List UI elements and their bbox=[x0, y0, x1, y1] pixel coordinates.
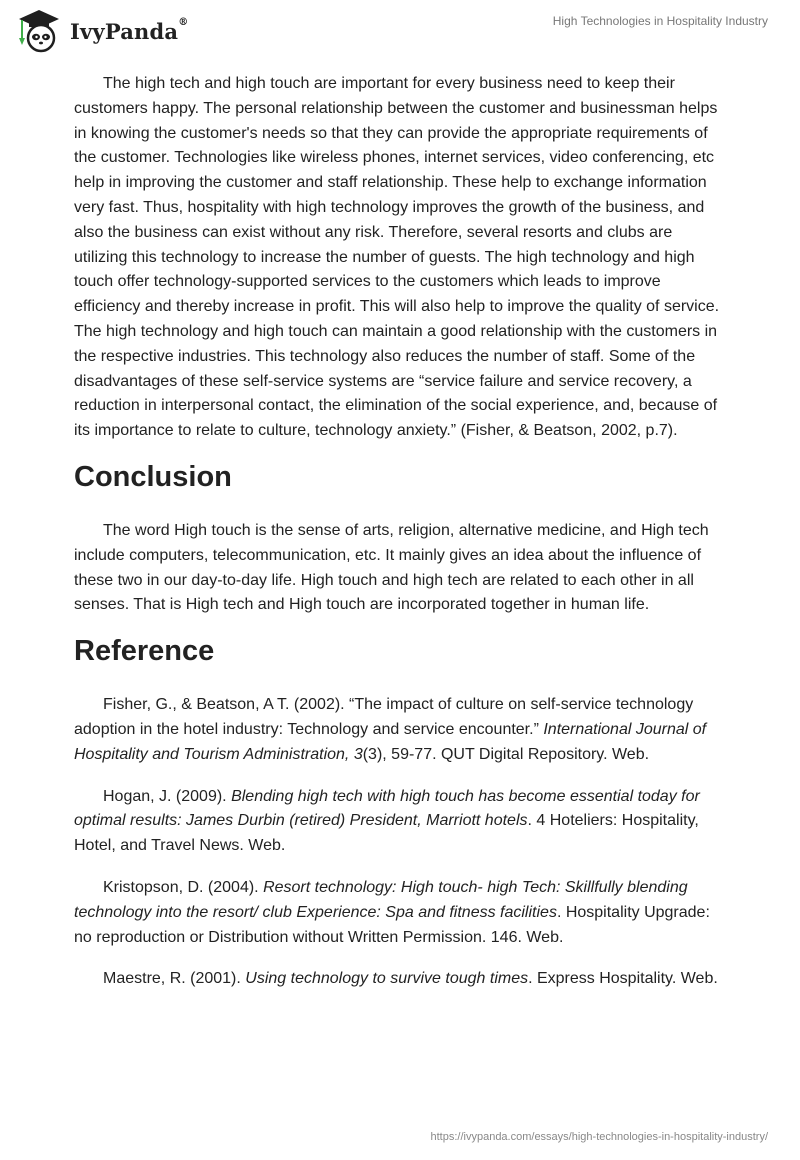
reference-item: Hogan, J. (2009). Blending high tech with high touch has become essential today for optimal results: James Durbin (retired) President, Marriott hotels. 4 Hoteliers: Hospitality, Hotel, and Travel News. Web. bbox=[74, 787, 700, 855]
essay-content bbox=[74, 72, 726, 1009]
brand-name: IvyPanda® bbox=[70, 16, 189, 44]
source-url[interactable]: https://ivypanda.com/essays/high-technologies-in-hospitality-industry/ bbox=[430, 1131, 768, 1143]
reference-item: Fisher, G., & Beatson, A T. (2002). “The impact of culture on self-service technology adoption in the hotel industry: Technology and service encounter.” International Journal of Hospitality and Tourism Administration, 3(3), 59-77. QUT Digital Repository. Web. bbox=[74, 696, 707, 763]
conclusion-paragraph: The word High touch is the sense of arts, religion, alternative medicine, and High tech include computers, telecommunication, etc. It mainly gives an idea about the influence of these two in our day-to-day life. High touch and high tech are related to each other in all senses. That is High tech and High touch are incorporated together in human life. bbox=[74, 521, 709, 614]
intro-paragraph: The high tech and high touch are important for every business need to keep their customers happy. The personal relationship between the customer and businessman helps in knowing the customer's needs so that they can provide the appropriate requirements of the customer. Technologies like wireless phones, internet services, video conferencing, etc help in improving the customer and staff relationship. These help to exchange information very fast. Thus, hospitality with high technology improves the growth of the business, and also the business can exist without any risk. Therefore, several resorts and clubs are utilizing this technology to increase the number of guests. The high technology and high touch offer technology-supported services to the customers which leads to improve efficiency and thereby increase in profit. This will also help to improve the quality of service. The high technology and high touch can maintain a good relationship with the customers in the respective industries. This technology also reduces the number of staff. Some of the disadvantages of these self-service systems are “service failure and service recovery, a reduction in interpersonal contact, the elimination of the social experience, and, because of its importance to relate to culture, technology anxiety.” (Fisher, & Beatson, 2002, p.7). bbox=[74, 75, 720, 440]
reference-heading: Reference bbox=[74, 635, 215, 668]
page-header bbox=[0, 0, 800, 62]
reference-item: Kristopson, D. (2004). Resort technology: High touch- high Tech: Skillfully blending technology into the resort/ club Experience: Spa and fitness facilities. Hospitality Upgrade: no reproduction or Distribution without Written Permission. 146. Web. bbox=[74, 878, 710, 946]
document-title: High Technologies in Hospitality Industry bbox=[552, 14, 768, 28]
conclusion-heading: Conclusion bbox=[74, 460, 232, 493]
panda-logo-icon bbox=[14, 8, 64, 54]
reference-item: Maestre, R. (2001). Using technology to survive tough times. Express Hospitality. Web. bbox=[103, 970, 718, 988]
ivypanda-logo[interactable] bbox=[14, 8, 188, 54]
